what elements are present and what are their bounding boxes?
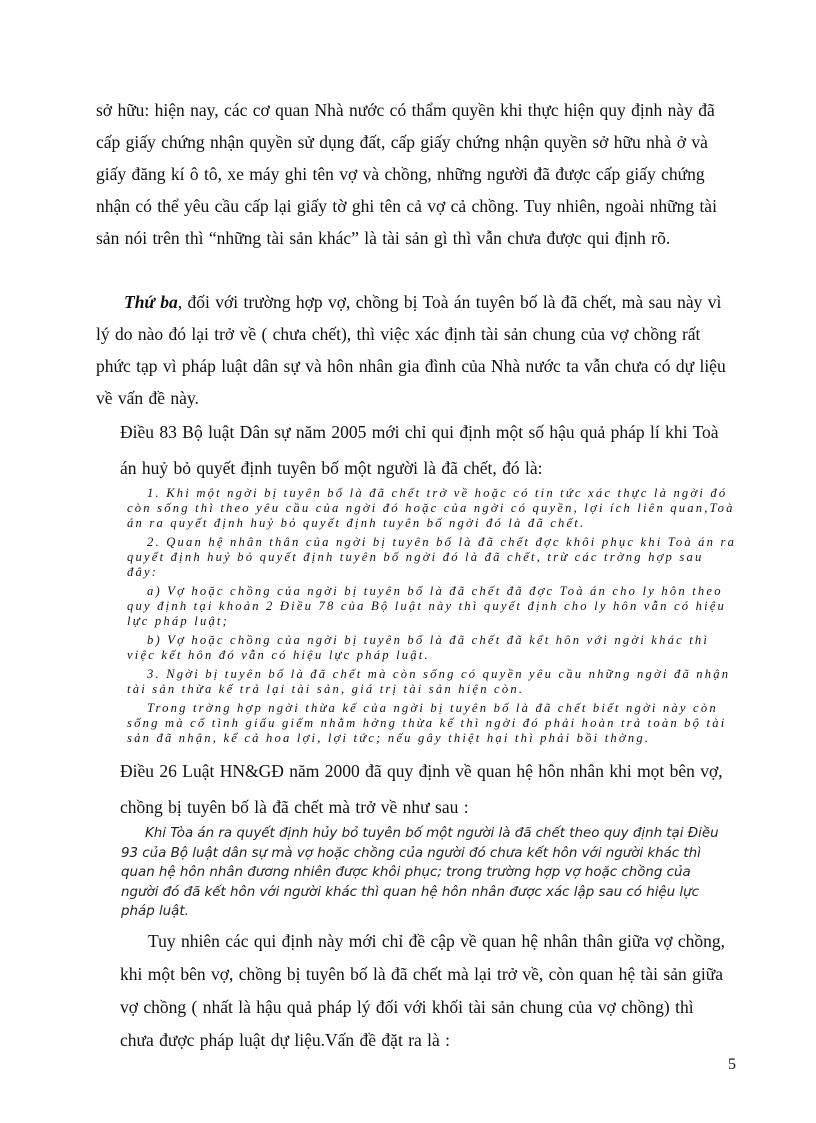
third-point-lead: Thứ ba — [124, 292, 178, 312]
paragraph-ownership: sở hữu: hiện nay, các cơ quan Nhà nước có thẩm quyền khi thực hiện quy định này đã cấp giấy chứng nhận quyền sử dụng đất, cấp giấy chứng nhận quyền sở hữu nhà ở và giấy đăng kí ô tô, xe máy ghi tên vợ và chồng, những người đã được cấp giấy chứng nhận có thể yêu cầu cấp lại giấy tờ ghi tên cả vợ cả chồng. Tuy nhiên, ngoài những tài sản nói trên thì “những tài sản khác” là tài sản gì thì vẫn chưa được qui định rõ. — [96, 100, 717, 248]
article-83-quote — [127, 486, 739, 750]
article-83-clause: 1. Khi một ngời bị tuyên bố là đã chết trở về hoặc có tin tức xác thực là ngời đó còn sống thì theo yêu cầu của ngời đó hoặc của ngời có quyền, lợi ích liên quan,Toà án ra quyết định huỷ bỏ quyết định tuyên bố ngời đó là đã chết. — [127, 486, 735, 530]
article-83-clause: a) Vợ hoặc chồng của ngời bị tuyên bố là đã chết đã đợc Toà án cho ly hôn theo quy định tại khoản 2 Điều 78 của Bộ luật này thì quyết định cho ly hôn vẫn có hiệu lực pháp luật; — [127, 584, 727, 628]
article-83-clause: Trong trờng hợp ngời thừa kế của ngời bị tuyên bố là đã chết biết ngời này còn sống mà cố tình giấu giếm nhằm hởng thừa kế thì ngời đó phải hoàn trả toàn bộ tài sản đã nhận, kể cả hoa lợi, lợi tức; nếu gây thiệt hại thì phải bồi thờng. — [127, 701, 727, 745]
article-26-quote: Khi Tòa án ra quyết định hủy bỏ tuyên bố một người là đã chết theo quy định tại Điều 93 của Bộ luật dân sự mà vợ hoặc chồng của người đó chưa kết hôn với người khác thì quan hệ hôn nhân đương nhiên được khôi phục; trong trường hợp vợ hoặc chồng của người đó đã kết hôn với người khác thì quan hệ hôn nhân được xác lập sau có hiệu lực pháp luật. — [121, 826, 719, 919]
article-83-clause: 3. Ngời bị tuyên bố là đã chết mà còn sống có quyền yêu cầu những ngời đã nhận tài sản thừa kế trả lại tài sản, giá trị tài sản hiện còn. — [127, 667, 731, 696]
article-83-clause: 2. Quan hệ nhân thân của ngời bị tuyên bố là đã chết đợc khôi phục khi Toà án ra quyết định huỷ bỏ quyết định tuyên bố ngời đó là đã chết, trừ các trờng hợp sau đây: — [127, 535, 737, 579]
article-83-clause: b) Vợ hoặc chồng của ngời bị tuyên bố là đã chết đã kết hôn với ngời khác thì việc kết hôn đó vẫn có hiệu lực pháp luật. — [127, 633, 710, 662]
paragraph-conclusion: Tuy nhiên các qui định này mới chỉ đề cập về quan hệ nhân thân giữa vợ chồng, khi một bên vợ, chồng bị tuyên bố là đã chết mà lại trở về, còn quan hệ tài sản giữa vợ chồng ( nhất là hậu quả pháp lý đối với khối tài sản chung của vợ chồng) thì chưa được pháp luật dự liệu.Vấn đề đặt ra là : — [120, 931, 725, 1050]
paragraph-article-26-intro: Điều 26 Luật HN&GĐ năm 2000 đã quy định về quan hệ hôn nhân khi mọt bên vợ, chồng bị tuyên bố là đã chết mà trở về như sau : — [120, 761, 723, 817]
third-point-text: , đối với trường hợp vợ, chồng bị Toà án tuyên bố là đã chết, mà sau này vì lý do nào đó lại trở về ( chưa chết), thì việc xác định tài sản chung của vợ chồng rất phức tạp vì pháp luật dân sự và hôn nhân gia đình của Nhà nước ta vẫn chưa có dự liệu về vấn đề này. — [96, 292, 726, 408]
page-number: 5 — [728, 1056, 736, 1073]
paragraph-third-point — [96, 286, 732, 414]
paragraph-article-83-intro: Điều 83 Bộ luật Dân sự năm 2005 mới chỉ qui định một số hậu quả pháp lí khi Toà án huỷ bỏ quyết định tuyên bố một người là đã chết, đó là: — [120, 422, 719, 478]
